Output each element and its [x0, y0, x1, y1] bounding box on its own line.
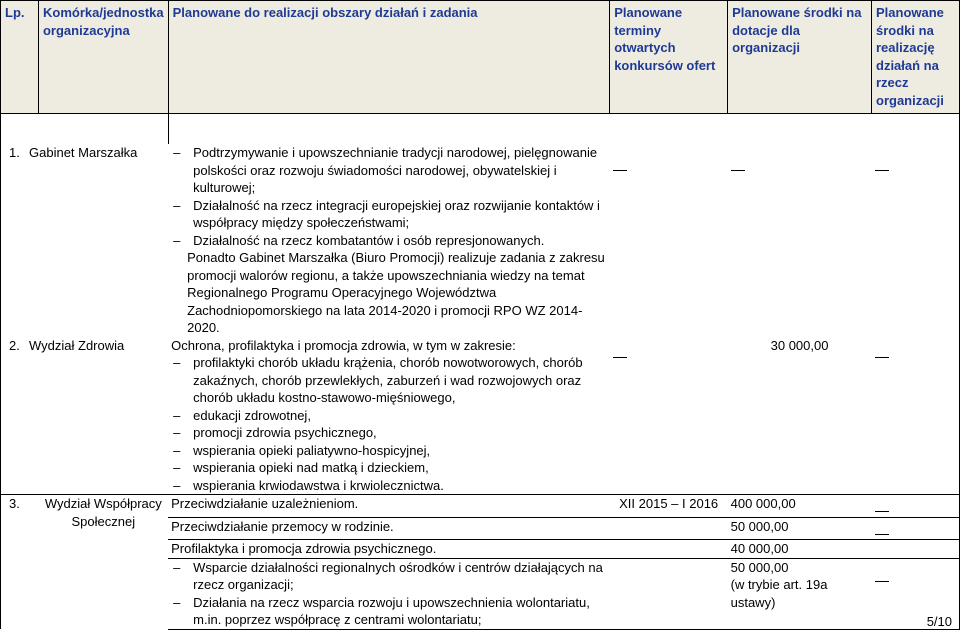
header-lp: Lp. [1, 1, 39, 114]
empty-value-dash [875, 524, 889, 535]
row3-task-1-funds [872, 495, 960, 518]
row2-terms [610, 337, 728, 495]
row1-unit: Gabinet Marszałka [29, 145, 138, 160]
list-item: – wspierania krwiodawstwa i krwiolecznictwa. [173, 477, 444, 493]
page-number: 5/10 [926, 614, 952, 629]
row3-task-2-terms [610, 517, 728, 540]
empty-value-dash [731, 160, 745, 171]
row2-number: 2. [9, 337, 20, 353]
list-item: – Wsparcie działalności regionalnych ośrodków i centrów działających na rzecz organizacji; [173, 559, 603, 592]
row3-number: 3. [1, 495, 39, 630]
header-grants: Planowane środki na dotacje dla organizacji [728, 1, 872, 114]
row3-task-1-grants: 400 000,00 [728, 495, 872, 518]
empty-value-dash [613, 160, 627, 171]
dash-bullet-icon: – [173, 460, 181, 475]
dash-bullet-icon: – [173, 407, 181, 423]
row2-funds [872, 337, 960, 495]
row1-funds [872, 144, 960, 337]
list-item: – edukacji zdrowotnej, [173, 407, 311, 423]
row1-terms [610, 144, 728, 337]
row2-grants: 30 000,00 [770, 337, 829, 353]
dash-bullet-icon: – [173, 594, 181, 610]
row3-task-4-terms [610, 558, 728, 629]
row3-task-3: Profilaktyka i promocja zdrowia psychicznego. [168, 540, 610, 559]
list-item: – profilaktyki chorób układu krążenia, chorób nowotworowych, chorób zakaźnych, chorób przewlekłych, zaburzeń i wad rozwojowych oraz chorób układu kostno-stawowo-mięśniowego, [173, 355, 583, 405]
dash-bullet-icon: – [173, 355, 181, 370]
row1-grants [728, 144, 872, 337]
list-item: – Działalność na rzecz integracji europejskiej oraz rozwijanie kontaktów i współpracy między społeczeństwami; [173, 197, 600, 230]
row3-task-3-terms [610, 540, 728, 559]
dash-bullet-icon: – [173, 559, 181, 575]
row3-task-4 [168, 558, 610, 629]
dash-bullet-icon: – [173, 197, 181, 213]
list-item: – Działania na rzecz wsparcia rozwoju i upowszechnienia wolontariatu, m.in. poprzez współpracę z centrami wolontariatu; [173, 594, 590, 627]
header-funds: Planowane środki na realizację działań na rzecz organizacji [872, 1, 960, 114]
table-row [1, 144, 960, 337]
empty-value-dash [875, 160, 889, 171]
list-item: – wspierania opieki nad matką i dzieckiem, [173, 460, 429, 475]
empty-value-dash [875, 347, 889, 358]
row3-unit: Wydział Współpracy Społecznej [38, 495, 168, 630]
row2-area [168, 337, 610, 495]
row3-task-1: Przeciwdziałanie uzależnieniom. [168, 495, 610, 518]
header-row [1, 1, 960, 114]
header-terms: Planowane terminy otwartych konkursów ofert [610, 1, 728, 114]
row3-task-4-grants: 50 000,00 (w trybie art. 19a ustawy) [728, 558, 872, 629]
empty-value-dash [875, 571, 889, 582]
row3-task-3-funds [872, 540, 960, 559]
list-item: – Podtrzymywanie i upowszechnianie tradycji narodowej, pielęgnowanie polskości oraz rozwoju świadomości narodowej, obywatelskiej i kulturowej; [173, 145, 598, 195]
row1-note: Ponadto Gabinet Marszałka (Biuro Promocji) realizuje zadania z zakresu promocji walorów regionu, a także upowszechniania wiedzy na temat Regionalnego Programu Operacyjnego Województwa Zachodniopomorskiego na lata 2014-2020 i promocji RPO WZ 2014-2020. [187, 250, 605, 335]
row3-task-2-funds [872, 517, 960, 540]
dash-bullet-icon: – [173, 442, 181, 458]
row2-intro: Ochrona, profilaktyka i promocja zdrowia, w tym w zakresie: [171, 337, 516, 353]
spacer-row [1, 114, 960, 145]
empty-value-dash [875, 501, 889, 512]
empty-value-dash [613, 347, 627, 358]
row3-task-2: Przeciwdziałanie przemocy w rodzinie. [168, 517, 610, 540]
row3-task-1-terms: XII 2015 – I 2016 [610, 495, 728, 518]
header-unit: Komórka/jednostka organizacyjna [38, 1, 168, 114]
list-item: – promocji zdrowia psychicznego, [173, 425, 377, 440]
list-item: – wspierania opieki paliatywno-hospicyjnej, [173, 442, 431, 458]
list-item: – Działalność na rzecz kombatantów i osób represjonowanych. [173, 232, 545, 248]
row3-task-2-grants: 50 000,00 [728, 517, 872, 540]
dash-bullet-icon: – [173, 232, 181, 248]
dash-bullet-icon: – [173, 425, 181, 440]
row2-unit: Wydział Zdrowia [29, 337, 125, 353]
row1-area [168, 144, 610, 337]
dash-bullet-icon: – [173, 477, 181, 493]
row1-number: 1. [9, 145, 20, 160]
row2-unit-cell [1, 337, 169, 495]
table-row [1, 337, 960, 495]
row3-task-3-grants: 40 000,00 [728, 540, 872, 559]
row1-unit-cell [1, 144, 169, 337]
dash-bullet-icon: – [173, 145, 181, 160]
table-row [1, 495, 960, 518]
header-area: Planowane do realizacji obszary działań i zadania [168, 1, 610, 114]
